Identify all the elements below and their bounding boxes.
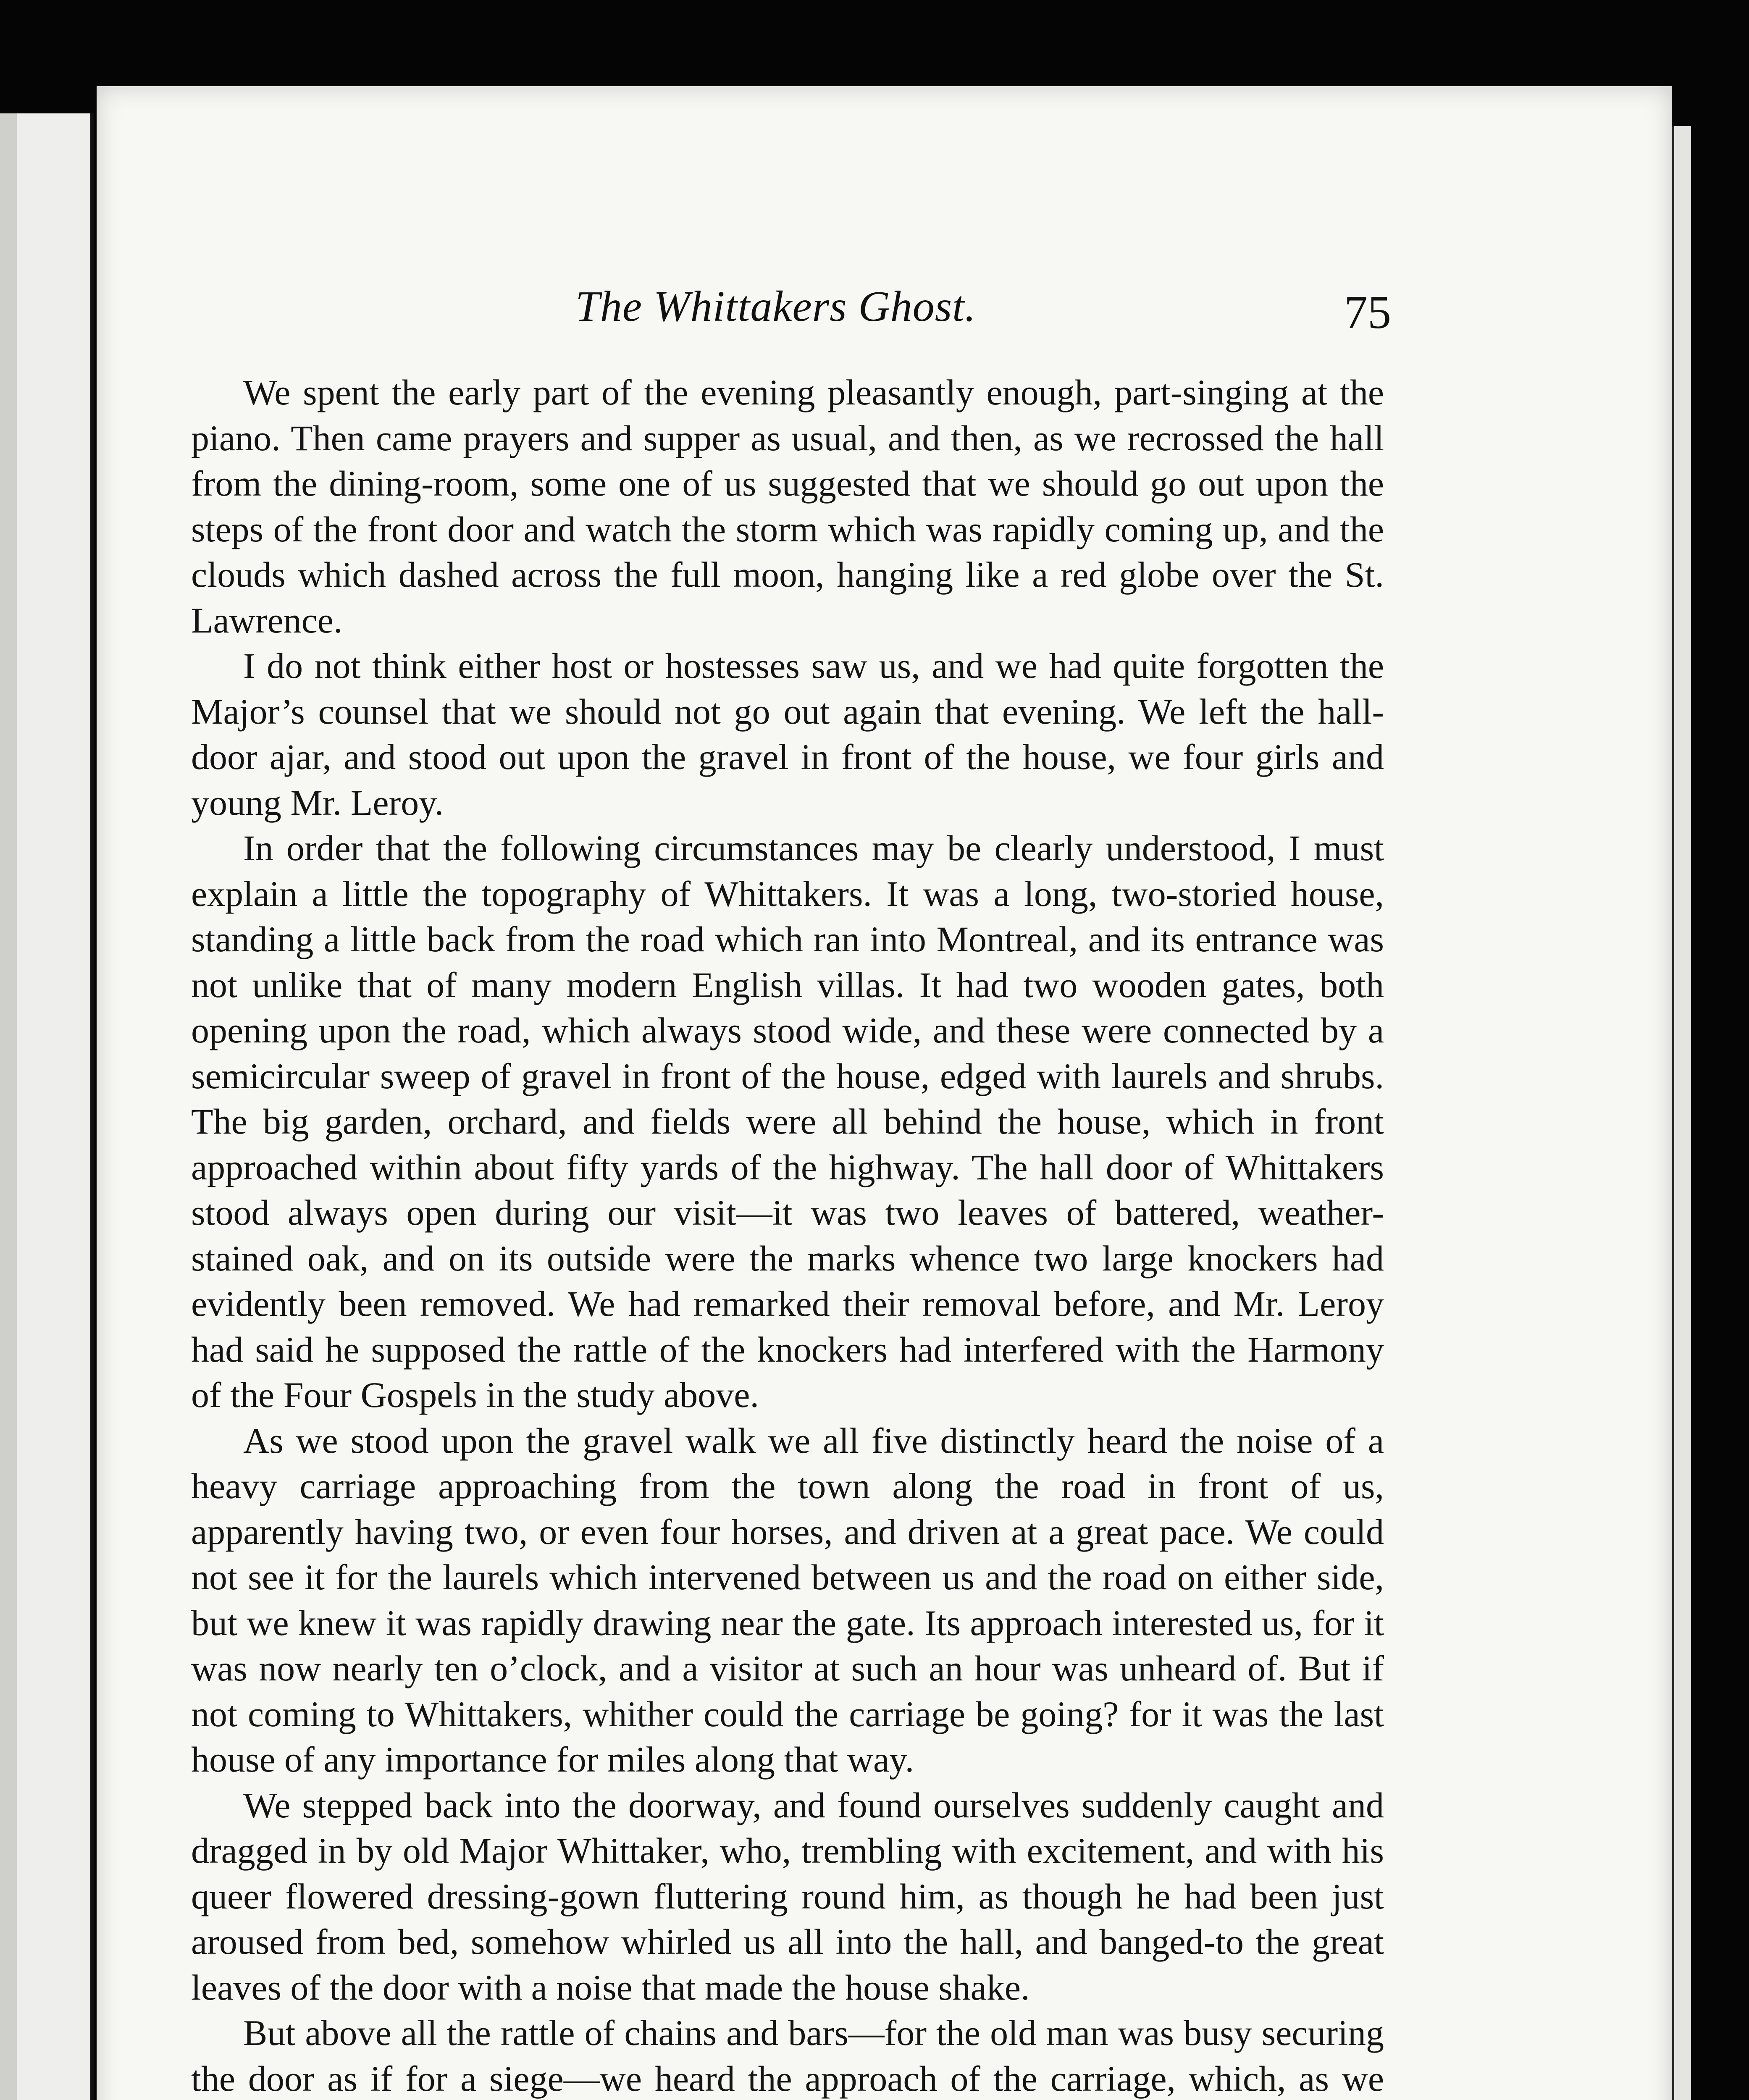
paragraph: I do not think either host or hostesses saw us, and we had quite forgotten the Major’s counsel that we should not go out again that evening. We left the hall-door ajar, and stood out upon the gravel in front of the house, we four girls and young Mr. Leroy. (191, 646, 1384, 823)
page-number: 75 (1344, 286, 1391, 339)
paragraph: We stepped back into the doorway, and found ourselves suddenly caught and dragged in by old Major Whittaker, who, trembling with excitement, and with his queer flowered dressing-gown fluttering round him, as though he had been just aroused from bed, somehow whirled us all into the hall, and banged-to the great leaves of the door with a noise that made the house shake. (191, 1785, 1384, 2008)
running-head: The Whittakers Ghost. (575, 282, 977, 331)
paragraph: We spent the early part of the evening pleasantly enough, part-singing at the piano. Then came prayers and supper as usual, and then, as we recrossed the hall from the dining-room, some one of us suggested that we should go out upon the steps of the front door and watch the storm which was rapidly coming up, and the clouds which dashed across the full moon, hanging like a red globe over the St. Lawrence. (191, 372, 1384, 640)
right-page-edge (1672, 126, 1691, 2100)
paragraph: But above all the rattle of chains and bars—for the old man was busy securing the door as if for a siege—we heard the approach of the carriage, which, as we (191, 2013, 1384, 2099)
body-text (191, 370, 1384, 2100)
paragraph: As we stood upon the gravel walk we all five distinctly heard the noise of a heavy carriage approaching from the town along the road in front of us, apparently having two, or even four horses, and driven at a great pace. We could not see it for the laurels which intervened between us and the road on either side, but we knew it was rapidly drawing near the gate. Its approach interested us, for it was now nearly ten o’clock, and a visitor at such an hour was unheard of. But if not coming to Whittakers, whither could the carriage be going? for it was the last house of any importance for miles along that way. (191, 1420, 1384, 1780)
left-page-gutter (0, 113, 17, 2100)
paragraph: In order that the following circumstances may be clearly understood, I must explain a little the topography of Whittakers. It was a long, two-storied house, standing a little back from the road which ran into Montreal, and its entrance was not unlike that of many modern English villas. It had two wooden gates, both opening upon the road, which always stood wide, and these were connected by a semicircular sweep of gravel in front of the house, edged with laurels and shrubs. The big garden, orchard, and fields were all behind the house, which in front approached within about fifty yards of the highway. The hall door of Whittakers stood always open during our visit—it was two leaves of battered, weather-stained oak, and on its outside were the marks whence two large knockers had evidently been removed. We had remarked their removal before, and Mr. Leroy had said he supposed the rattle of the knockers had interfered with the Harmony of the Four Gospels in the study above. (191, 828, 1384, 1415)
